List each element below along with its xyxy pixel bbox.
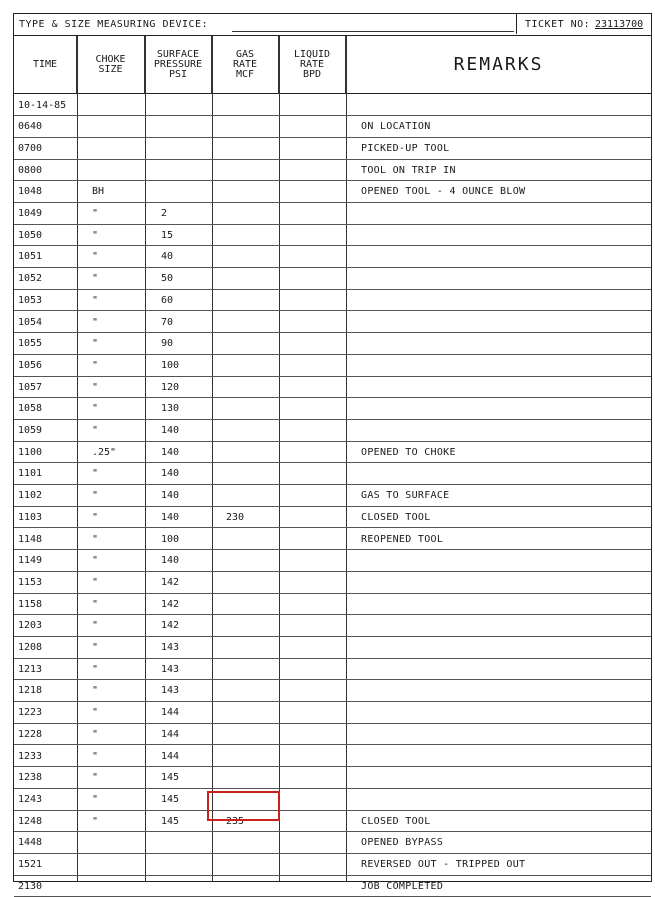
time-cell: 1059 [18,425,43,436]
table-row [14,355,651,377]
pressure-cell: 142 [161,620,180,632]
choke-size-cell: " [92,707,99,719]
time-cell: 1102 [18,490,43,502]
time-cell: 1054 [18,316,43,328]
time-cell: 1233 [18,750,43,762]
choke-size-cell: BH [92,186,105,198]
col-header-pressure: SURFACE PRESSURE PSI [145,36,212,93]
gas-rate-highlight-box [207,791,280,821]
choke-size-cell: " [92,815,99,827]
table-row [14,138,651,160]
choke-size-cell: " [92,425,99,436]
table-row [14,398,651,420]
time-cell: 1148 [18,533,43,545]
choke-size-cell: .25" [92,446,117,458]
remarks-cell: REOPENED TOOL [361,533,444,545]
pressure-cell: 144 [161,750,180,762]
choke-size-cell: " [92,316,99,328]
pressure-cell: 90 [161,338,174,350]
pressure-cell: 142 [161,598,180,610]
remarks-cell: GAS TO SURFACE [361,490,450,502]
time-cell: 1243 [18,793,43,805]
pressure-cell: 140 [161,425,180,436]
remarks-cell: JOB COMPLETED [361,880,444,892]
choke-size-cell: " [92,294,99,306]
table-row [14,181,651,203]
table-row [14,876,651,897]
time-cell: 1048 [18,186,43,198]
pressure-cell: 2 [161,208,168,219]
choke-size-cell: " [92,403,99,415]
choke-size-cell: " [92,772,99,784]
ticket-number: 23113700 [595,19,644,30]
choke-size-cell: " [92,728,99,740]
col-header-remarks: REMARKS [453,53,544,75]
time-cell: 1218 [18,685,43,697]
pressure-cell: 15 [161,229,174,241]
remarks-cell: CLOSED TOOL [361,511,431,523]
time-cell: 1228 [18,728,43,740]
table-row [14,550,651,572]
pressure-cell: 142 [161,576,180,588]
table-row [14,702,651,724]
table-row [14,572,651,594]
choke-size-cell: " [92,598,99,610]
choke-size-cell: " [92,793,99,805]
remarks-cell: TOOL ON TRIP IN [361,164,456,176]
pressure-cell: 143 [161,663,180,675]
time-cell: 2130 [18,880,43,892]
choke-size-cell: " [92,359,99,371]
gas-rate-cell: 230 [226,511,245,523]
choke-size-cell: " [92,338,99,350]
time-cell: 1052 [18,273,43,285]
time-cell: 1149 [18,555,43,567]
pressure-cell: 143 [161,642,180,653]
time-cell: 1213 [18,663,43,675]
pressure-cell: 144 [161,707,180,719]
remarks-cell: OPENED BYPASS [361,837,444,849]
choke-size-cell: " [92,576,99,588]
pressure-cell: 60 [161,294,174,306]
pressure-cell: 140 [161,446,180,458]
time-cell: 1208 [18,642,43,653]
time-cell: 1153 [18,576,43,588]
col-header-gas: GAS RATE MCF [212,36,279,93]
gas-rate-cell: 235 [226,815,245,827]
time-cell: 1057 [18,381,43,393]
col-header-liquid: LIQUID RATE BPD [279,36,346,93]
choke-size-cell: " [92,490,99,502]
table-row [14,377,651,399]
pressure-cell: 145 [161,793,180,805]
well-test-form [13,13,652,892]
form-top-bar [14,14,651,36]
table-row [14,116,651,138]
remarks-cell: PICKED-UP TOOL [361,142,450,154]
choke-size-cell: " [92,533,99,545]
table-row [14,854,651,876]
choke-size-cell: " [92,273,99,285]
time-cell: 1049 [18,208,43,219]
pressure-cell: 144 [161,728,180,740]
pressure-cell: 140 [161,490,180,502]
table-row [14,333,651,355]
table-row [14,811,651,833]
ticket-box [516,14,651,34]
pressure-cell: 100 [161,533,180,545]
table-row [14,832,651,854]
pressure-cell: 145 [161,815,180,827]
remarks-cell: OPENED TOOL - 4 OUNCE BLOW [361,186,526,198]
time-cell: 1055 [18,338,43,350]
pressure-cell: 130 [161,403,180,415]
table-row [14,420,651,442]
time-cell: 1203 [18,620,43,632]
pressure-cell: 100 [161,359,180,371]
table-row [14,767,651,789]
device-fill-line [232,31,514,32]
time-cell: 1056 [18,359,43,371]
table-row [14,246,651,268]
pressure-cell: 140 [161,511,180,523]
ticket-label: TICKET NO: [525,19,591,30]
time-cell: 1100 [18,446,43,458]
time-cell: 1223 [18,707,43,719]
table-row [14,312,651,334]
table-row [14,485,651,507]
pressure-cell: 40 [161,251,174,263]
table-row [14,160,651,182]
time-cell: 1058 [18,403,43,415]
time-cell: 0640 [18,121,43,133]
time-cell: 10-14-85 [18,99,67,111]
pressure-cell: 140 [161,555,180,567]
choke-size-cell: " [92,511,99,523]
table-row [14,95,651,117]
table-row [14,680,651,702]
choke-size-cell: " [92,381,99,393]
choke-size-cell: " [92,251,99,263]
pressure-cell: 145 [161,772,180,784]
pressure-cell: 70 [161,316,174,328]
time-cell: 1238 [18,772,43,784]
table-row [14,594,651,616]
col-header-choke: CHOKE SIZE [77,36,145,93]
pressure-cell: 120 [161,381,180,393]
time-cell: 1248 [18,815,43,827]
table-row [14,637,651,659]
table-row [14,615,651,637]
remarks-cell: OPENED TO CHOKE [361,446,456,458]
time-cell: 1448 [18,837,43,849]
time-cell: 1051 [18,251,43,263]
table-row [14,659,651,681]
choke-size-cell: " [92,620,99,632]
table-row [14,507,651,529]
time-cell: 1053 [18,294,43,306]
table-row [14,463,651,485]
choke-size-cell: " [92,208,99,219]
time-cell: 1521 [18,859,43,870]
time-cell: 0700 [18,142,43,154]
pressure-cell: 50 [161,273,174,285]
table-row [14,529,651,551]
choke-size-cell: " [92,663,99,675]
table-row [14,268,651,290]
choke-size-cell: " [92,555,99,567]
time-cell: 1158 [18,598,43,610]
choke-size-cell: " [92,642,99,653]
remarks-cell: CLOSED TOOL [361,815,431,827]
table-row [14,724,651,746]
choke-size-cell: " [92,685,99,697]
device-label: TYPE & SIZE MEASURING DEVICE: [19,19,209,30]
table-row [14,225,651,247]
time-cell: 1103 [18,511,43,523]
choke-size-cell: " [92,229,99,241]
table-row [14,290,651,312]
remarks-cell: REVERSED OUT - TRIPPED OUT [361,859,526,870]
time-cell: 1101 [18,468,43,480]
pressure-cell: 143 [161,685,180,697]
col-header-time: TIME [14,36,77,93]
time-cell: 0800 [18,164,43,176]
time-cell: 1050 [18,229,43,241]
table-row [14,789,651,811]
table-row [14,442,651,464]
table-row [14,203,651,225]
choke-size-cell: " [92,750,99,762]
table-row [14,746,651,768]
remarks-cell: ON LOCATION [361,121,431,133]
pressure-cell: 140 [161,468,180,480]
choke-size-cell: " [92,468,99,480]
